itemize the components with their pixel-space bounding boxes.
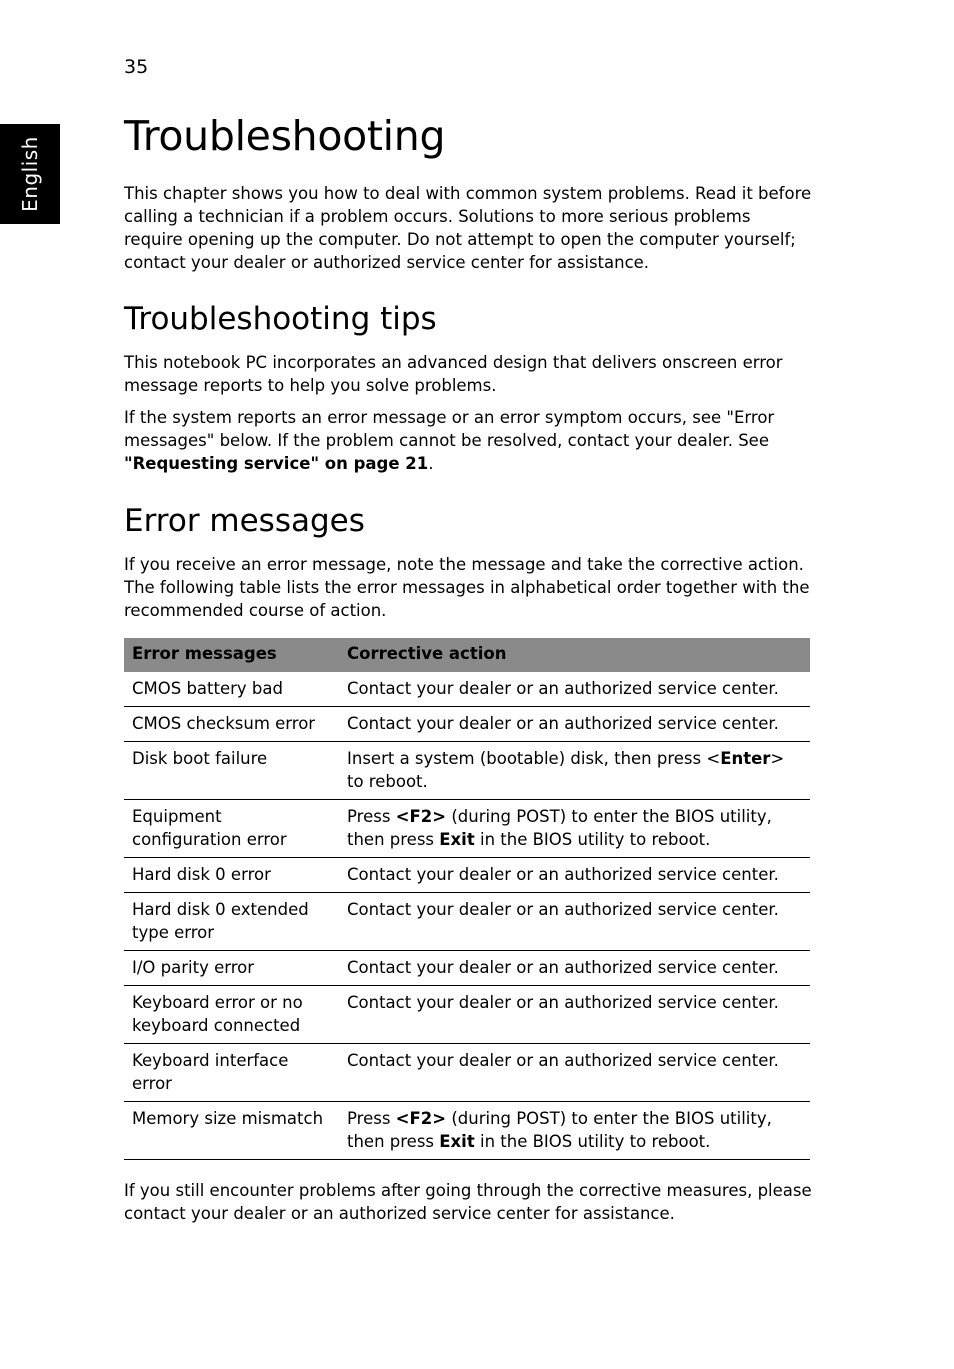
- key-name: Exit: [439, 830, 475, 849]
- table-row: [124, 1044, 810, 1102]
- language-side-tab: [0, 124, 60, 224]
- key-name: <F2>: [395, 1109, 447, 1128]
- table-row: [124, 672, 810, 707]
- key-name: Exit: [439, 1132, 475, 1151]
- chapter-intro: This chapter shows you how to deal with common system problems. Read it before calling a technician if a problem occurs. Solutions to more serious problems require opening up the computer. Do not attempt to open the computer yourself; contact your dealer or authorized service center for assistance.: [124, 184, 812, 272]
- corrective-action-cell: [339, 951, 810, 986]
- error-message-cell: I/O parity error: [124, 951, 339, 986]
- table-row: [124, 707, 810, 742]
- closing-paragraph: If you still encounter problems after going through the corrective measures, please contact your dealer or an authorized service center for assistance.: [124, 1181, 812, 1223]
- column-header-error: Error messages: [124, 638, 339, 672]
- tips-paragraph-2: [124, 406, 812, 475]
- page-content: [124, 110, 812, 1234]
- key-name: Enter: [720, 749, 771, 768]
- corrective-action-cell: [339, 707, 810, 742]
- error-message-cell: CMOS battery bad: [124, 672, 339, 707]
- page-number: 35: [124, 56, 149, 78]
- corrective-action-cell: [339, 1044, 810, 1102]
- errors-heading: Error messages: [124, 503, 365, 539]
- tips-paragraph-2-end: .: [428, 454, 434, 473]
- corrective-action-cell: [339, 1102, 810, 1160]
- corrective-action-cell: [339, 858, 810, 893]
- error-message-cell: Disk boot failure: [124, 742, 339, 800]
- error-message-cell: Keyboard error or no keyboard connected: [124, 986, 339, 1044]
- corrective-action-cell: [339, 800, 810, 858]
- table-row: [124, 986, 810, 1044]
- action-text: Contact your dealer or an authorized service center.: [347, 958, 779, 977]
- corrective-action-cell: [339, 986, 810, 1044]
- table-row: [124, 1102, 810, 1160]
- error-message-cell: Keyboard interface error: [124, 1044, 339, 1102]
- table-row: [124, 742, 810, 800]
- action-text: Contact your dealer or an authorized service center.: [347, 993, 779, 1012]
- error-message-cell: Equipment configuration error: [124, 800, 339, 858]
- error-message-cell: Hard disk 0 extended type error: [124, 893, 339, 951]
- corrective-action-cell: [339, 893, 810, 951]
- action-text: Insert a system (bootable) disk, then press <: [347, 749, 721, 768]
- tips-paragraph-2-text: If the system reports an error message or an error symptom occurs, see "Error messages" below. If the problem cannot be resolved, contact your dealer. See: [124, 408, 775, 450]
- table-row: [124, 800, 810, 858]
- action-text: Contact your dealer or an authorized service center.: [347, 679, 779, 698]
- error-messages-table: [124, 638, 810, 1160]
- action-text: > to reboot.: [347, 749, 785, 791]
- key-name: <F2>: [395, 807, 447, 826]
- action-text: Contact your dealer or an authorized service center.: [347, 900, 779, 919]
- error-message-cell: CMOS checksum error: [124, 707, 339, 742]
- tips-paragraph-1: This notebook PC incorporates an advanced design that delivers onscreen error message reports to help you solve problems.: [124, 353, 783, 395]
- action-text: Contact your dealer or an authorized service center.: [347, 1051, 779, 1070]
- tips-heading: Troubleshooting tips: [124, 301, 437, 337]
- action-text: (during POST) to enter the BIOS utility, then press: [347, 1109, 772, 1151]
- error-message-cell: Hard disk 0 error: [124, 858, 339, 893]
- requesting-service-link[interactable]: "Requesting service" on page 21: [124, 454, 429, 473]
- action-text: Contact your dealer or an authorized service center.: [347, 714, 779, 733]
- table-row: [124, 893, 810, 951]
- error-message-cell: Memory size mismatch: [124, 1102, 339, 1160]
- corrective-action-cell: [339, 742, 810, 800]
- action-text: (during POST) to enter the BIOS utility, then press: [347, 807, 772, 849]
- action-text: Press: [347, 1109, 396, 1128]
- table-row: [124, 951, 810, 986]
- action-text: Contact your dealer or an authorized service center.: [347, 865, 779, 884]
- language-tab-label: English: [18, 136, 42, 212]
- action-text: in the BIOS utility to reboot.: [474, 1132, 711, 1151]
- table-row: [124, 858, 810, 893]
- column-header-action: Corrective action: [339, 638, 810, 672]
- page-title: Troubleshooting: [124, 112, 446, 160]
- table-body: [124, 672, 810, 1160]
- action-text: in the BIOS utility to reboot.: [474, 830, 711, 849]
- action-text: Press: [347, 807, 396, 826]
- errors-intro: If you receive an error message, note the message and take the corrective action. The following table lists the error messages in alphabetical order together with the recommended course of action.: [124, 555, 810, 620]
- table-header-row: [124, 638, 810, 672]
- corrective-action-cell: [339, 672, 810, 707]
